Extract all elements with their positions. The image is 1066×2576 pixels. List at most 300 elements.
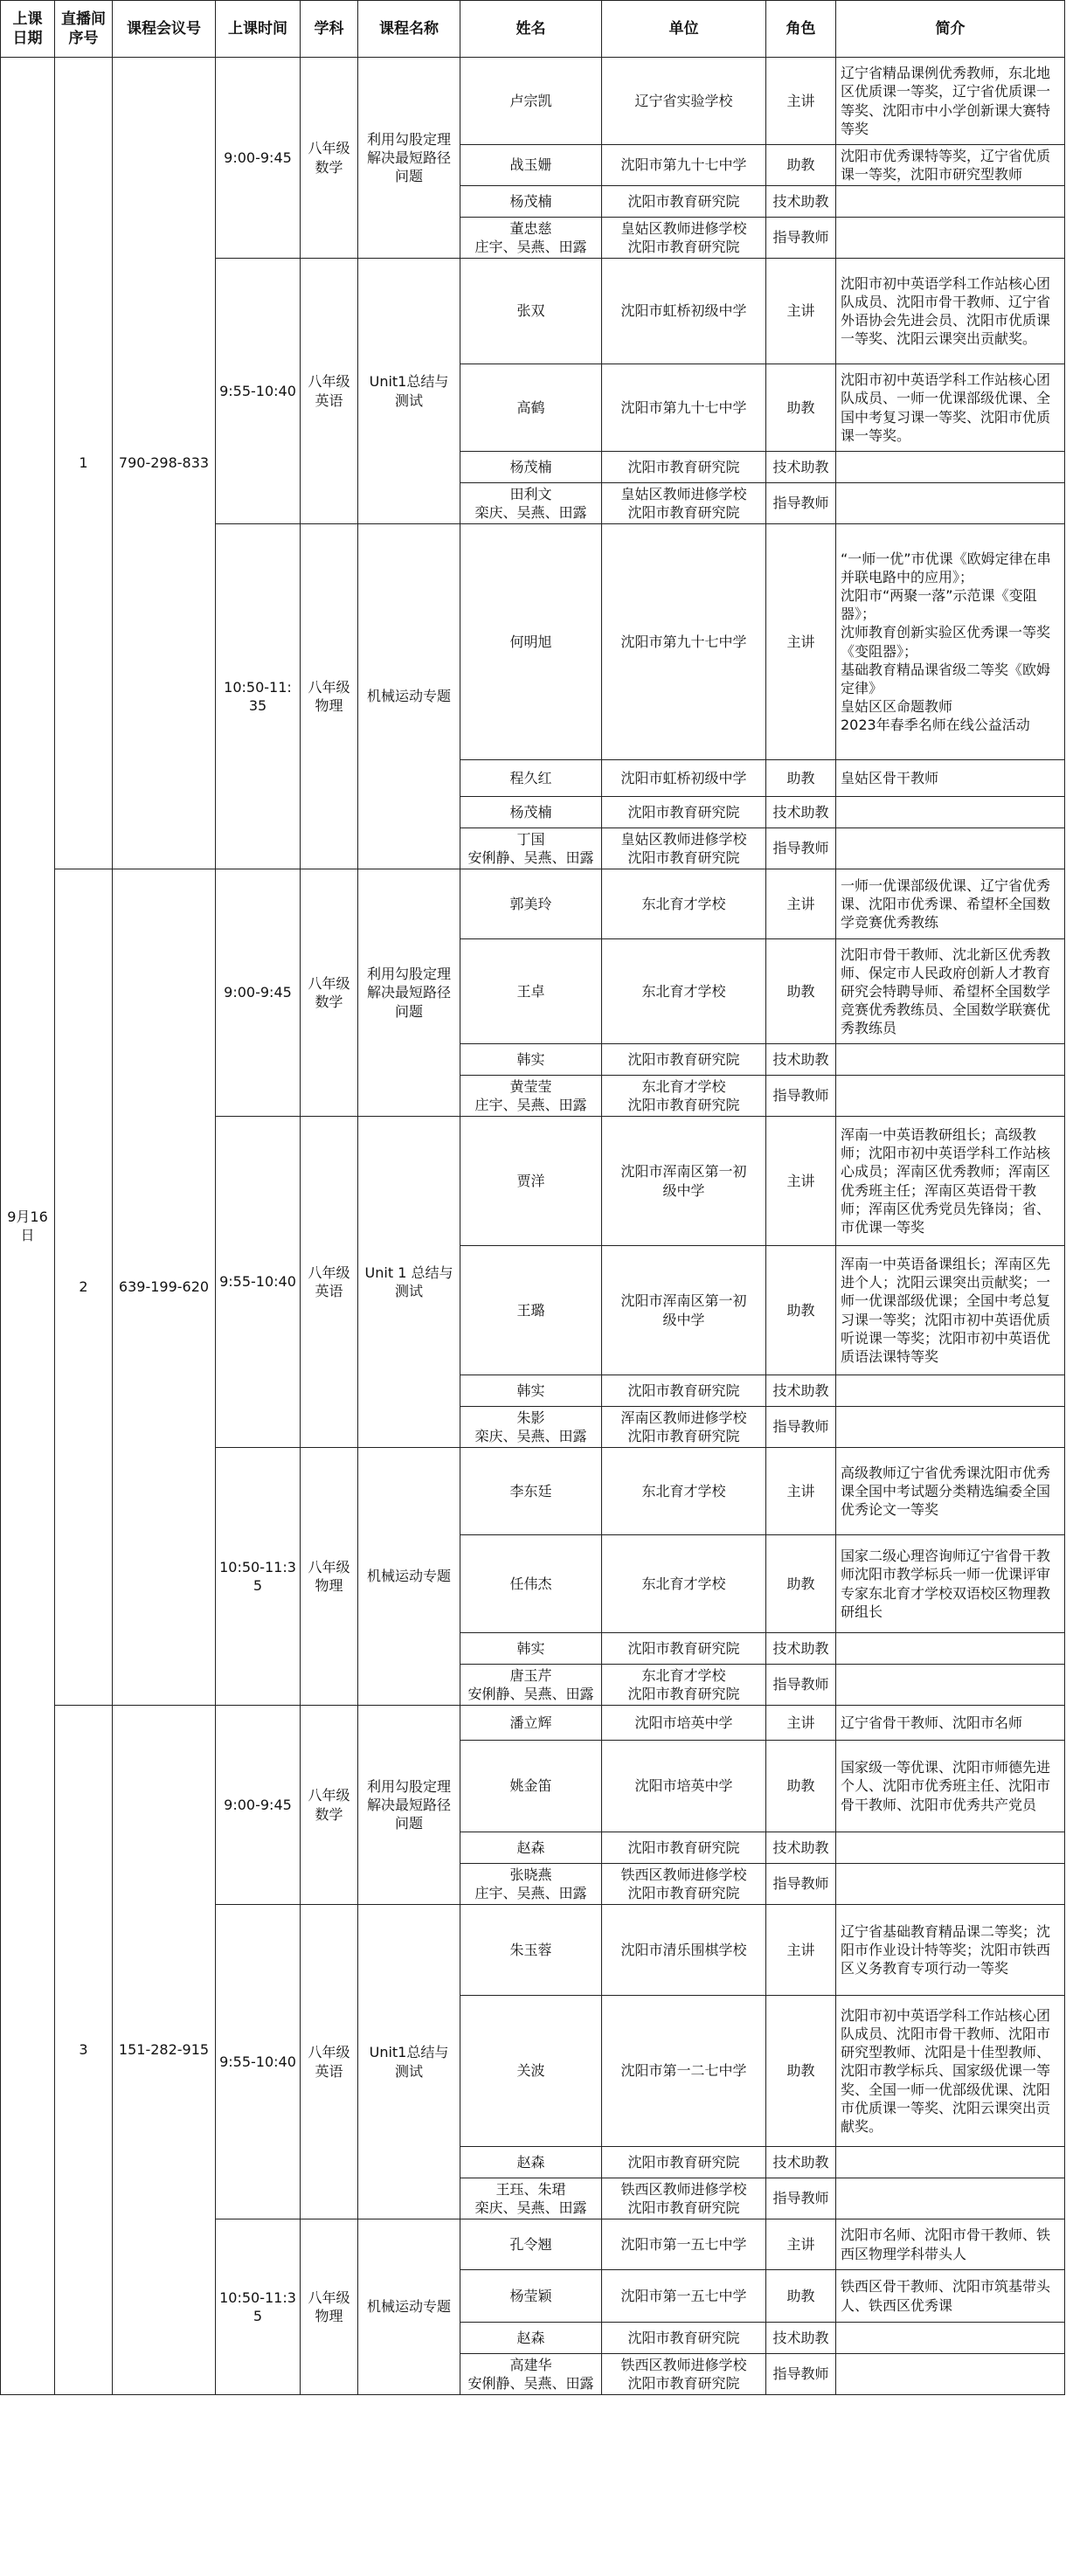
person-intro-text: 皇姑区骨干教师 [841,769,939,786]
person-role-text: 主讲 [786,302,815,320]
person-role [765,2353,836,2395]
session-course [357,523,460,869]
person-name [460,2322,602,2354]
person-name [460,869,602,939]
person-role-text: 主讲 [786,1482,815,1499]
person-name [460,451,602,483]
person-name [460,938,602,1044]
person-name [460,144,602,186]
session-course [357,1116,460,1448]
person-name-text: 卢宗凯 [509,92,552,109]
person-unit [601,759,766,797]
session-course [357,1904,460,2219]
person-unit-text: 沈阳市教育研究院 [627,803,740,821]
person-unit-text: 沈阳市教育研究院 [627,1839,740,1856]
person-intro [835,144,1065,186]
person-name-text: 任伟杰 [509,1575,552,1592]
person-unit-text: 皇姑区教师进修学校 沈阳市教育研究院 [620,830,747,866]
person-role [765,2322,836,2354]
session-time [215,1447,301,1706]
class-date-text: 9月16日 [7,1208,48,1243]
session-course [357,2219,460,2395]
person-role-text: 指导教师 [772,1875,829,1893]
session-time-text: 9:55-10:40 [219,1273,296,1291]
header-time [215,0,301,58]
person-intro [835,364,1065,452]
person-name-text: 程久红 [509,769,552,786]
person-unit [601,1632,766,1665]
person-role [765,796,836,828]
person-name-text: 朱影 栾庆、吴燕、田露 [474,1409,587,1444]
header-role [765,0,836,58]
person-unit [601,1740,766,1832]
person-name [460,796,602,828]
person-unit [601,1664,766,1706]
header-date [0,0,55,58]
person-role-text: 助教 [786,1301,815,1319]
person-role-text: 助教 [786,769,815,786]
person-name-text: 韩实 [516,1381,545,1399]
person-intro [835,938,1065,1044]
session-time-text: 9:00-9:45 [224,149,292,166]
person-intro [835,1534,1065,1633]
person-role [765,1664,836,1706]
header-meeting-text: 课程会议号 [127,19,201,38]
person-role-text: 助教 [786,156,815,174]
person-unit-text: 铁西区教师进修学校 沈阳市教育研究院 [620,2180,747,2216]
person-intro [835,1116,1065,1246]
person-role-text: 助教 [786,2062,815,2080]
session-subject [300,57,358,259]
session-subject [300,1904,358,2219]
person-unit [601,1375,766,1407]
person-name [460,828,602,869]
person-name-text: 杨莹颖 [509,2287,552,2304]
session-subject-text: 八年级 数学 [308,140,350,176]
person-unit [601,258,766,364]
person-name-text: 姚金笛 [509,1777,552,1795]
person-name [460,1705,602,1741]
person-intro [835,482,1065,524]
person-role [765,759,836,797]
person-unit [601,2219,766,2270]
person-name [460,523,602,760]
room-meeting-id-text: 790-298-833 [118,454,210,472]
person-name-text: 郭美玲 [509,895,552,912]
header-subject-text: 学科 [314,19,344,38]
person-role [765,1705,836,1741]
person-role-text: 主讲 [786,1714,815,1731]
person-name [460,2146,602,2178]
person-role-text: 技术助教 [772,2153,829,2171]
person-role [765,1447,836,1535]
person-intro [835,2353,1065,2395]
header-subject [300,0,358,58]
session-course [357,1705,460,1905]
person-unit [601,869,766,939]
header-meeting [112,0,216,58]
person-role [765,1832,836,1864]
session-subject-text: 八年级 物理 [308,1558,350,1594]
person-intro [835,828,1065,869]
person-role [765,938,836,1044]
session-subject [300,1116,358,1448]
person-role-text: 指导教师 [772,495,829,512]
person-unit [601,1075,766,1117]
person-intro-text: 沈阳市初中英语学科工作站核心团队成员、沈阳市骨干教师、辽宁省外语协会先进会员、沈阳市优质课一等奖、沈阳云课突出贡献奖。 [841,274,1051,348]
person-intro [835,1740,1065,1832]
session-time [215,57,301,259]
person-role-text: 指导教师 [772,2365,829,2383]
room-seq-text: 2 [79,1278,88,1296]
person-name [460,1447,602,1535]
person-intro-text: 浑南一中英语教研组长；高级教师；沈阳市初中英语学科工作站核心成员；浑南区优秀教师；浑南区优秀班主任；浑南区英语骨干教师；浑南区优秀党员先锋岗；省、市优课一等奖 [841,1126,1051,1236]
person-name-text: 王卓 [516,982,545,1000]
person-name [460,1904,602,1996]
person-unit-text: 沈阳市教育研究院 [627,192,740,210]
session-time [215,523,301,869]
person-unit-text: 沈阳市教育研究院 [627,1381,740,1399]
session-time-text: 9:00-9:45 [224,1796,292,1813]
person-role-text: 助教 [786,398,815,416]
person-role [765,451,836,483]
person-unit [601,796,766,828]
person-unit [601,451,766,483]
session-course [357,869,460,1117]
person-intro-text: 国家二级心理咨询师辽宁省骨干教师沈阳市教学标兵一师一优课评审专家东北育才学校双语校区物理教研组长 [841,1548,1051,1620]
person-role [765,523,836,760]
person-unit-text: 辽宁省实验学校 [634,92,733,109]
session-course-text: Unit1总结与 测试 [369,2044,449,2080]
person-unit-text: 东北育才学校 [641,895,726,912]
person-name-text: 韩实 [516,1639,545,1657]
person-name-text: 董忠慈 庄宇、吴燕、田露 [474,219,587,255]
person-role-text: 主讲 [786,92,815,109]
person-unit [601,1406,766,1448]
person-name [460,1534,602,1633]
person-role-text: 助教 [786,1575,815,1592]
session-course-text: Unit1总结与 测试 [369,373,449,409]
session-course-text: 机械运动专题 [366,688,451,705]
person-intro-text: 沈阳市名师、沈阳市骨干教师、铁西区物理学科带头人 [841,2226,1051,2262]
person-name-text: 赵森 [516,1839,545,1856]
person-unit-text: 沈阳市培英中学 [634,1714,733,1731]
person-name [460,57,602,145]
person-intro-text: 辽宁省基础教育精品课二等奖；沈阳市作业设计特等奖；沈阳市铁西区义务教育专项行动一等奖 [841,1922,1051,1977]
person-role-text: 助教 [786,1777,815,1795]
session-subject [300,1705,358,1905]
person-intro-text: 沈阳市骨干教师、沈北新区优秀教师、保定市人民政府创新人才教育研究会特聘导师、希望杯全国数学竞赛优秀教练员、全国数学联赛优秀教练员 [841,945,1051,1037]
person-unit-text: 沈阳市第九十七中学 [620,156,747,174]
person-role [765,1995,836,2147]
session-subject-text: 八年级 英语 [308,1264,350,1299]
person-intro [835,869,1065,939]
person-intro [835,1904,1065,1996]
person-intro-text: 沈阳市初中英语学科工作站核心团队成员、沈阳市骨干教师、沈阳市研究型教师、沈阳是十佳型教师、沈阳市教学标兵、国家级优课一等奖、全国一师一优部级优课、沈阳市优质课一等奖、沈阳云课突出贡献奖。 [841,2007,1051,2135]
person-unit [601,1447,766,1535]
person-name [460,1043,602,1076]
person-intro [835,2146,1065,2178]
person-role [765,1863,836,1905]
header-course [357,0,460,58]
person-name [460,2219,602,2270]
person-name-text: 黄莹莹 庄宇、吴燕、田露 [474,1077,587,1113]
person-name-text: 高鹤 [516,398,545,416]
person-name [460,258,602,364]
session-subject-text: 八年级 数学 [308,1787,350,1823]
person-intro [835,1447,1065,1535]
person-name-text: 朱玉蓉 [509,1941,552,1958]
person-unit-text: 沈阳市教育研究院 [627,1050,740,1068]
header-seq-text: 直播间 序号 [61,10,106,47]
person-name-text: 高建华 安俐静、吴燕、田露 [467,2356,594,2392]
person-intro-text: 辽宁省骨干教师、沈阳市名师 [841,1714,1023,1731]
person-unit-text: 浑南区教师进修学校 沈阳市教育研究院 [620,1409,747,1444]
person-intro [835,2178,1065,2219]
session-course-text: 利用勾股定理 解决最短路径 问题 [366,130,451,185]
person-name-text: 唐玉芹 安俐静、吴燕、田露 [467,1666,594,1702]
person-name [460,1832,602,1864]
session-time-text: 9:55-10:40 [219,382,296,399]
person-role [765,1904,836,1996]
person-role-text: 技术助教 [772,1839,829,1856]
person-role-text: 技术助教 [772,192,829,210]
session-time-text: 10:50-11: 35 [224,678,292,714]
person-role-text: 主讲 [786,633,815,650]
person-name-text: 潘立辉 [509,1714,552,1731]
person-intro [835,1406,1065,1448]
person-unit-text: 皇姑区教师进修学校 沈阳市教育研究院 [620,485,747,521]
header-role-text: 角色 [786,19,816,38]
person-intro [835,523,1065,760]
person-name [460,2353,602,2395]
session-subject-text: 八年级 英语 [308,373,350,409]
person-role-text: 助教 [786,982,815,1000]
session-time-text: 9:55-10:40 [219,2053,296,2070]
person-intro [835,2322,1065,2354]
person-role-text: 主讲 [786,1172,815,1189]
person-intro-text: 高级教师辽宁省优秀课沈阳市优秀课全国中考试题分类精选编委全国优秀论文一等奖 [841,1464,1051,1519]
person-unit-text: 沈阳市虹桥初级中学 [620,769,747,786]
person-name-text: 何明旭 [509,633,552,650]
person-intro [835,1832,1065,1864]
person-name [460,185,602,218]
room-seq-text: 1 [79,454,88,472]
person-unit [601,938,766,1044]
person-unit-text: 沈阳市浑南区第一初 级中学 [620,1292,747,1328]
person-unit-text: 铁西区教师进修学校 沈阳市教育研究院 [620,2356,747,2392]
person-unit-text: 沈阳市第一二七中学 [620,2062,747,2080]
person-unit [601,1043,766,1076]
person-name [460,1245,602,1375]
person-role [765,2178,836,2219]
person-role [765,144,836,186]
person-name-text: 孔令翘 [509,2235,552,2253]
person-role-text: 指导教师 [772,1418,829,1436]
person-role [765,57,836,145]
person-name [460,364,602,452]
person-name [460,1406,602,1448]
person-role-text: 指导教师 [772,840,829,857]
person-unit-text: 东北育才学校 沈阳市教育研究院 [627,1077,740,1113]
header-name-text: 姓名 [516,19,546,38]
person-intro-text: “一师一优”市优课《欧姆定律在串并联电路中的应用》； 沈阳市“两聚一落”示范课《变阻器》； 沈师教育创新实验区优秀课一等奖《变阻器》； 基础教育精品课省级二等奖《欧姆定律》 皇姑区区命题教师 2023年春季名师在线公益活动 [841,550,1051,733]
session-subject [300,523,358,869]
header-unit [601,0,766,58]
person-unit [601,144,766,186]
person-name-text: 王珏、朱珺 栾庆、吴燕、田露 [474,2180,587,2216]
person-intro [835,185,1065,218]
person-intro [835,1043,1065,1076]
person-role-text: 技术助教 [772,1050,829,1068]
session-subject [300,2219,358,2395]
person-unit-text: 东北育才学校 [641,1482,726,1499]
person-name-text: 关波 [516,2062,545,2080]
person-unit [601,2269,766,2323]
person-name [460,2178,602,2219]
session-subject-text: 八年级 物理 [308,2289,350,2324]
person-intro-text: 沈阳市初中英语学科工作站核心团队成员、一师一优课部级优课、全国中考复习课一等奖、沈阳市优质课一等奖。 [841,371,1051,444]
session-course [357,1447,460,1706]
person-intro [835,759,1065,797]
person-role [765,2146,836,2178]
person-unit [601,2146,766,2178]
person-role [765,1043,836,1076]
person-role-text: 主讲 [786,2235,815,2253]
person-intro [835,1995,1065,2147]
person-role [765,185,836,218]
header-unit-text: 单位 [668,19,699,38]
person-name [460,482,602,524]
room-meeting-id [112,57,216,869]
person-unit [601,1116,766,1246]
person-unit [601,828,766,869]
session-subject-text: 八年级 英语 [308,2044,350,2080]
person-name-text: 杨茂楠 [509,458,552,475]
person-intro [835,2269,1065,2323]
person-name-text: 张双 [516,302,545,320]
person-role [765,828,836,869]
person-role [765,2219,836,2270]
person-intro-text: 浑南一中英语备课组长；浑南区先进个人；沈阳云课突出贡献奖；一师一优课部级优课；全国中考总复习课一等奖；沈阳市初中英语优质听说课一等奖；沈阳市初中英语优质语法课特等奖 [841,1256,1051,1365]
person-intro [835,1664,1065,1706]
person-role-text: 技术助教 [772,458,829,475]
person-role-text: 主讲 [786,895,815,912]
person-unit [601,1995,766,2147]
person-role-text: 指导教师 [772,1087,829,1104]
person-name [460,1664,602,1706]
person-unit [601,2353,766,2395]
person-unit-text: 沈阳市教育研究院 [627,2329,740,2346]
person-name [460,1075,602,1117]
person-role [765,1740,836,1832]
person-role-text: 技术助教 [772,1639,829,1657]
room-seq [54,1705,113,2395]
person-unit-text: 沈阳市教育研究院 [627,1639,740,1657]
person-role-text: 技术助教 [772,803,829,821]
room-meeting-id [112,869,216,1706]
room-meeting-id-text: 639-199-620 [118,1278,210,1296]
session-subject-text: 八年级 数学 [308,974,350,1010]
person-name-text: 韩实 [516,1050,545,1068]
person-unit-text: 沈阳市第九十七中学 [620,398,747,416]
person-role-text: 助教 [786,2287,815,2304]
person-name-text: 贾洋 [516,1172,545,1189]
person-role-text: 技术助教 [772,2329,829,2346]
session-subject [300,1447,358,1706]
room-seq-text: 3 [79,2041,88,2059]
header-intro [835,0,1065,58]
person-unit [601,1904,766,1996]
person-role [765,1375,836,1407]
session-time-text: 9:00-9:45 [224,984,292,1001]
person-unit [601,364,766,452]
person-name-text: 李东廷 [509,1482,552,1499]
room-seq [54,57,113,869]
person-unit-text: 沈阳市清乐围棋学校 [620,1941,747,1958]
session-time-text: 10:50-11:35 [219,1558,296,1594]
room-seq [54,869,113,1706]
person-name [460,2269,602,2323]
person-role [765,364,836,452]
person-unit-text: 沈阳市第一五七中学 [620,2287,747,2304]
class-date [0,57,55,2395]
person-unit [601,1705,766,1741]
session-course-text: 机械运动专题 [366,1568,451,1585]
person-intro-text: 辽宁省精品课例优秀教师，东北地区优质课一等奖，辽宁省优质课一等奖、沈阳市中小学创新课大赛特等奖 [841,65,1051,137]
person-unit-text: 皇姑区教师进修学校 沈阳市教育研究院 [620,219,747,255]
person-name [460,1116,602,1246]
person-role [765,1406,836,1448]
person-role-text: 指导教师 [772,1676,829,1693]
person-intro-text: 一师一优课部级优课、辽宁省优秀课、沈阳市优秀课、希望杯全国数学竞赛优秀教练 [841,876,1051,931]
person-name-text: 战玉姗 [509,156,552,174]
room-meeting-id-text: 151-282-915 [118,2041,210,2059]
person-intro-text: 国家级一等优课、沈阳市师德先进个人、沈阳市优秀班主任、沈阳市骨干教师、沈阳市优秀共产党员 [841,1759,1051,1813]
person-unit-text: 铁西区教师进修学校 沈阳市教育研究院 [620,1866,747,1901]
session-course-text: 利用勾股定理 解决最短路径 问题 [366,966,451,1020]
person-unit [601,185,766,218]
person-role [765,1075,836,1117]
person-unit [601,1245,766,1375]
person-name-text: 丁国 安俐静、吴燕、田露 [467,830,594,866]
person-unit-text: 沈阳市浑南区第一初 级中学 [620,1163,747,1199]
person-intro-text: 沈阳市优秀课特等奖，辽宁省优质课一等奖，沈阳市研究型教师 [841,147,1051,183]
session-time [215,869,301,1117]
person-unit [601,1832,766,1864]
person-unit-text: 东北育才学校 [641,982,726,1000]
person-unit [601,57,766,145]
person-intro [835,1245,1065,1375]
person-role [765,217,836,259]
session-time [215,1904,301,2219]
person-unit-text: 沈阳市第一五七中学 [620,2235,747,2253]
person-name [460,1740,602,1832]
session-subject [300,869,358,1117]
person-unit [601,2322,766,2354]
person-intro [835,258,1065,364]
person-intro [835,2219,1065,2270]
person-unit [601,1534,766,1633]
session-time [215,258,301,524]
person-intro [835,1705,1065,1741]
person-unit-text: 东北育才学校 沈阳市教育研究院 [627,1666,740,1702]
header-intro-text: 简介 [935,19,966,38]
session-time [215,1705,301,1905]
header-date-text: 上课 日期 [12,10,43,47]
person-name [460,1863,602,1905]
person-unit [601,1863,766,1905]
